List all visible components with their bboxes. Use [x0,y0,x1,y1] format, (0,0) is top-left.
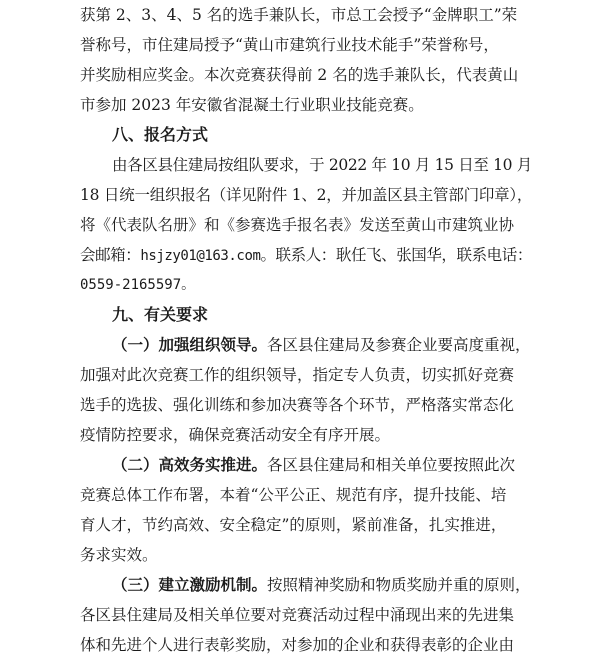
paragraph-line [0,450,590,480]
paragraph-line [0,330,590,360]
paragraph-line [0,30,590,60]
text-line: 各区县住建局及相关单位要对竞赛活动过程中涌现出来的先进集 [80,606,515,624]
text-line: 将《代表队名册》和《参赛选手报名表》发送至黄山市建筑业协 [80,216,515,234]
paragraph-line [0,60,590,90]
section-heading: 八、报名方式 [112,125,209,144]
text-line: 疫情防控要求，确保竞赛活动安全有序开展。 [80,426,391,444]
text-line: 由各区县住建局按组队要求，于 2022 年 10 月 15 日至 10 月 [112,156,532,174]
text-fragment: 各区县住建局和相关单位要按照此次 [267,456,516,474]
paragraph-line [0,270,590,300]
text-line: 体和先进个人进行表彰奖励，对参加的企业和获得表彰的企业由 [80,636,515,654]
text-line: 育人才，节约高效、安全稳定”的原则，紧前准备，扎实推进， [80,516,507,534]
section-heading: 九、有关要求 [112,305,209,324]
text-line: 市参加 2023 年安徽省混凝土行业职业技能竞赛。 [80,96,424,114]
text-line [112,570,531,600]
item-title: （一）加强组织领导。 [112,336,268,354]
paragraph-line [0,180,590,210]
paragraph-line [0,630,590,660]
paragraph-line [0,570,590,600]
text-line: 加强对此次竞赛工作的组织领导，指定专人负责，切实抓好竞赛 [80,366,515,384]
text-fragment: 各区县住建局及参赛企业要高度重视， [267,336,531,354]
text-line [112,450,515,480]
section-heading-row [0,300,590,330]
text-line: 18 日统一组织报名（详见附件 1、2，并加盖区县主管部门印章）， [80,186,533,204]
phone-number: 0559-2165597。 [80,277,196,293]
item-title: （三）建立激励机制。 [112,576,268,594]
paragraph-line [0,0,590,30]
text-fragment: 按照精神奖励和物质奖励并重的原则， [267,576,531,594]
paragraph-line [0,480,590,510]
text-line [80,240,532,271]
paragraph-line [0,510,590,540]
text-line [112,330,531,360]
paragraph-line [0,600,590,630]
paragraph-line [0,540,590,570]
text-fragment: 。联系人：耿任飞、张国华，联系电话： [260,246,532,264]
section-heading-row [0,120,590,150]
paragraph-line [0,360,590,390]
paragraph-line [0,390,590,420]
paragraph-line [0,420,590,450]
text-line: 务求实效。 [80,546,158,564]
text-line: 获第 2、3、4、5 名的选手兼队长，市总工会授予“金牌职工”荣 [80,6,518,24]
item-title: （二）高效务实推进。 [112,456,268,474]
text-line: 竞赛总体工作布署，本着“公平公正、规范有序，提升技能、培 [80,486,507,504]
paragraph-line [0,240,590,270]
paragraph-line [0,210,590,240]
email-address: hsjzy01@163.com [140,248,261,264]
paragraph-line [0,150,590,180]
text-line: 选手的选拔、强化训练和参加决赛等各个环节，严格落实常态化 [80,396,515,414]
text-fragment: 会邮箱： [80,246,141,264]
paragraph-line [0,90,590,120]
text-line: 誉称号，市住建局授予“黄山市建筑行业技术能手”荣誉称号， [80,36,499,54]
text-line: 并奖励相应奖金。本次竞赛获得前 2 名的选手兼队长，代表黄山 [80,66,519,84]
